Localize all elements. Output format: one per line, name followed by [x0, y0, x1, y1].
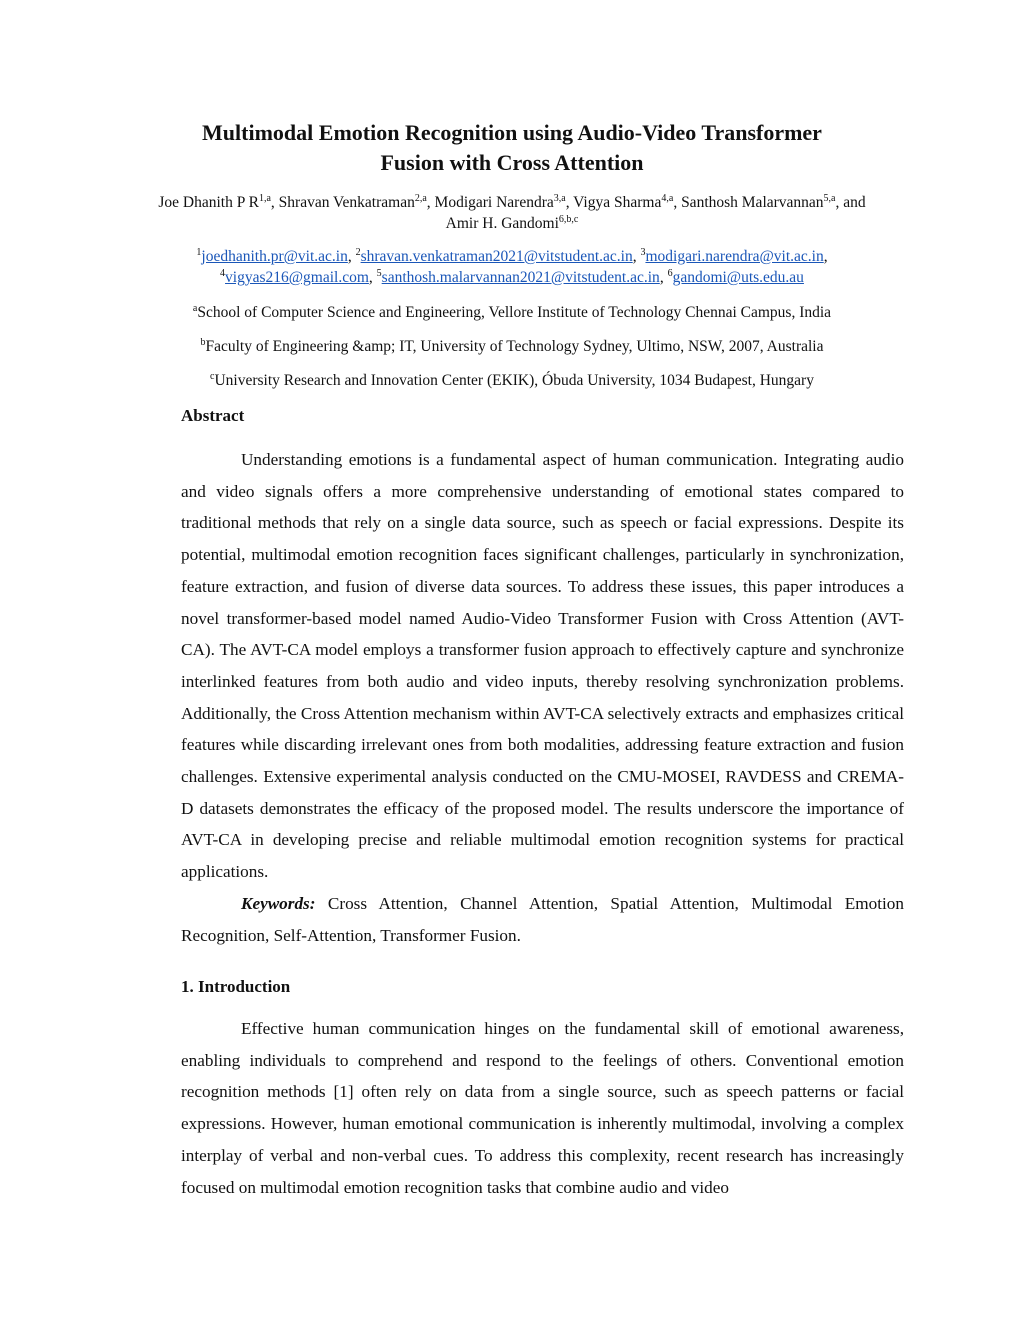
email-1-sup: 1 [196, 246, 202, 258]
author-1: Joe Dhanith P R [158, 194, 259, 211]
author-4: , Vigya Sharma [565, 194, 662, 211]
affiliation-c [150, 370, 874, 391]
email-link-6[interactable]: gandomi@uts.edu.au [672, 269, 804, 286]
affiliation-a [150, 302, 874, 323]
author-3-sup: 3,a [553, 192, 566, 204]
affiliation-b [150, 336, 874, 357]
author-list [150, 192, 874, 234]
email-link-4[interactable]: vigyas216@gmail.com [225, 269, 369, 286]
abstract-heading: Abstract [181, 406, 245, 425]
author-2: , Shravan Venkatraman [270, 194, 415, 211]
email-6-sup: 6 [667, 267, 673, 279]
author-4-sup: 4,a [661, 192, 674, 204]
affiliation-c-sup: c [210, 370, 215, 382]
author-6: , and Amir H. Gandomi [445, 194, 866, 232]
author-1-sup: 1,a [258, 192, 271, 204]
title-line-1: Multimodal Emotion Recognition using Audio-Video Transformer [202, 120, 822, 145]
title-line-2: Fusion with Cross Attention [380, 150, 644, 175]
affiliation-a-sup: a [192, 302, 198, 314]
keywords-paragraph [181, 888, 904, 951]
email-link-1[interactable]: joedhanith.pr@vit.ac.in [201, 248, 348, 265]
email-link-3[interactable]: modigari.narendra@vit.ac.in [645, 248, 824, 265]
email-5-sup: 5 [376, 267, 382, 279]
author-5: , Santhosh Malarvannan [673, 194, 824, 211]
email-2-sup: 2 [355, 246, 361, 258]
email-link-5[interactable]: santhosh.malarvannan2021@vitstudent.ac.in [381, 269, 660, 286]
author-2-sup: 2,a [414, 192, 427, 204]
introduction-paragraph: Effective human communication hinges on the fundamental skill of emotional awareness, enabling individuals to comprehend and respond to the feelings of others. Conventional emotion recognition methods [1] often rely on data from a single source, such as speech patterns or facial expressions. However, human emotional communication is inherently multimodal, involving a complex interplay of verbal and non-verbal cues. To address this complexity, recent research has increasingly focused on multimodal emotion recognition tasks that combine audio and video [181, 1019, 904, 1197]
author-6-sup: 6,b,c [558, 213, 579, 225]
abstract-paragraph: Understanding emotions is a fundamental aspect of human communication. Integrating audio and video signals offers a more comprehensive understanding of emotional states compared to traditional methods that rely on a single data source, such as speech or facial expressions. Despite its potential, multimodal emotion recognition faces significant challenges, particularly in synchronization, feature extraction, and fusion of diverse data sources. To address these issues, this paper introduces a novel transformer-based model named Audio-Video Transformer Fusion with Cross Attention (AVT-CA). The AVT-CA model employs a transformer fusion approach to effectively capture and synchronize interlinked features from both audio and video inputs, thereby resolving synchronization problems. Additionally, the Cross Attention mechanism within AVT-CA selectively extracts and emphasizes critical features while discarding irrelevant ones from both modalities, addressing feature extraction and fusion challenges. Extensive experimental analysis conducted on the CMU-MOSEI, RAVDESS and CREMA-D datasets demonstrates the efficacy of the proposed model. The results underscore the importance of AVT-CA in developing precise and reliable multimodal emotion recognition systems for practical applications. [181, 450, 904, 882]
paper-title [140, 118, 884, 178]
affiliation-b-sup: b [200, 336, 206, 348]
email-link-2[interactable]: shravan.venkatraman2021@vitstudent.ac.in [360, 248, 633, 265]
affiliation-a-text: School of Computer Science and Engineering, Vellore Institute of Technology Chennai Campus, India [197, 304, 832, 321]
email-list: $^1$joedhanith.pr@vit.ac.in, $^2$shravan.venkatraman2021@vitstudent.ac.in, $^3$modigari.narendra@vit.ac.in, $^4$vigyas216@gmail.com, $^5$santhosh.malarvannan2021@vitstudent.ac.in, $^6$gandomi@uts.edu.au [196, 246, 828, 286]
keywords-label: Keywords: [241, 894, 316, 913]
introduction-heading: 1. Introduction [181, 977, 291, 996]
affiliation-b-text: Faculty of Engineering &amp; IT, University of Technology Sydney, Ultimo, NSW, 2007, Australia [205, 338, 824, 355]
email-3-sup: 3 [640, 246, 646, 258]
email-4-sup: 4 [220, 267, 226, 279]
author-5-sup: 5,a [823, 192, 836, 204]
keywords-text: Cross Attention, Channel Attention, Spatial Attention, Multimodal Emotion Recognition, Self-Attention, Transformer Fusion. [181, 894, 904, 945]
author-3: , Modigari Narendra [426, 194, 554, 211]
affiliation-c-text: University Research and Innovation Center (EKIK), Óbuda University, 1034 Budapest, Hungary [214, 372, 814, 389]
